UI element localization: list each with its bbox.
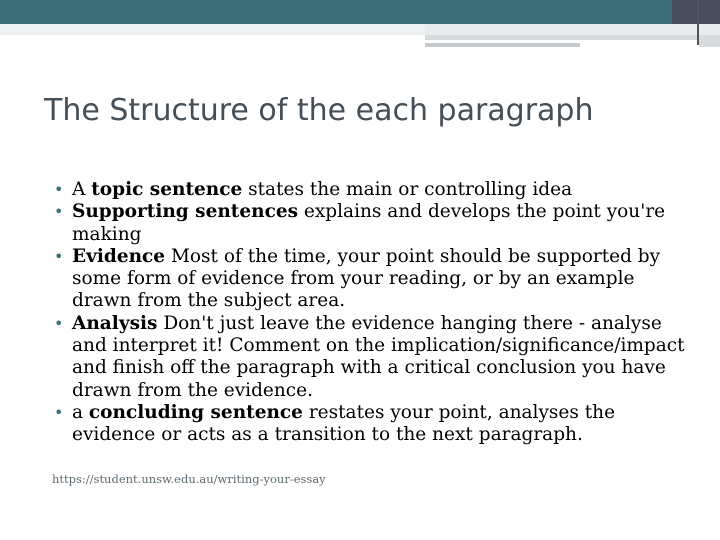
bullet-description: Most of the time, your point should be supported by some form of evidence from your reading, or by an example drawn from the subject area. [72, 245, 661, 312]
header-corner-cap [699, 35, 720, 47]
bullet-icon: • [54, 313, 64, 333]
bullet-icon: • [54, 402, 64, 422]
bullet-list [52, 179, 692, 447]
bullet-term: topic sentence [91, 179, 243, 200]
bullet-supporting-sentences [52, 201, 692, 246]
bullet-description: restates your point, analyses the evidence or acts as a transition to the next paragraph. [72, 401, 616, 446]
source-link[interactable]: https://student.unsw.edu.au/writing-your-essay [52, 472, 326, 486]
bullet-evidence [52, 246, 692, 313]
header-corner-block [672, 0, 720, 24]
bullet-term: Evidence [72, 245, 166, 267]
header-accent-thin-line [425, 43, 580, 47]
header-bar [0, 0, 720, 24]
bullet-icon: • [54, 246, 64, 266]
header-corner-divider [697, 0, 699, 45]
bullet-topic-sentence [52, 179, 692, 201]
bullet-description: states the main or controlling idea [242, 179, 573, 200]
bullet-term: Analysis [72, 312, 158, 334]
bullet-prefix: A [72, 179, 92, 200]
bullet-description: explains and develops the point you're making [72, 201, 666, 245]
bullet-analysis [52, 313, 692, 402]
bullet-icon: • [54, 202, 64, 222]
bullet-concluding-sentence [52, 402, 692, 447]
slide-title: The Structure of the each paragraph [44, 93, 594, 128]
bullet-prefix: a [72, 401, 89, 423]
bullet-icon: • [54, 180, 64, 199]
bullet-term: concluding sentence [88, 401, 303, 423]
header-band-light [425, 24, 720, 35]
header-band [0, 24, 425, 35]
bullet-term: Supporting sentences [72, 201, 299, 223]
header-accent-line [425, 35, 720, 40]
bullet-description: Don't just leave the evidence hanging there - analyse and interpret it! Comment on the implication/significance/impact and finish off the paragraph with a critical conclusion you have drawn from the evidence. [72, 312, 685, 401]
